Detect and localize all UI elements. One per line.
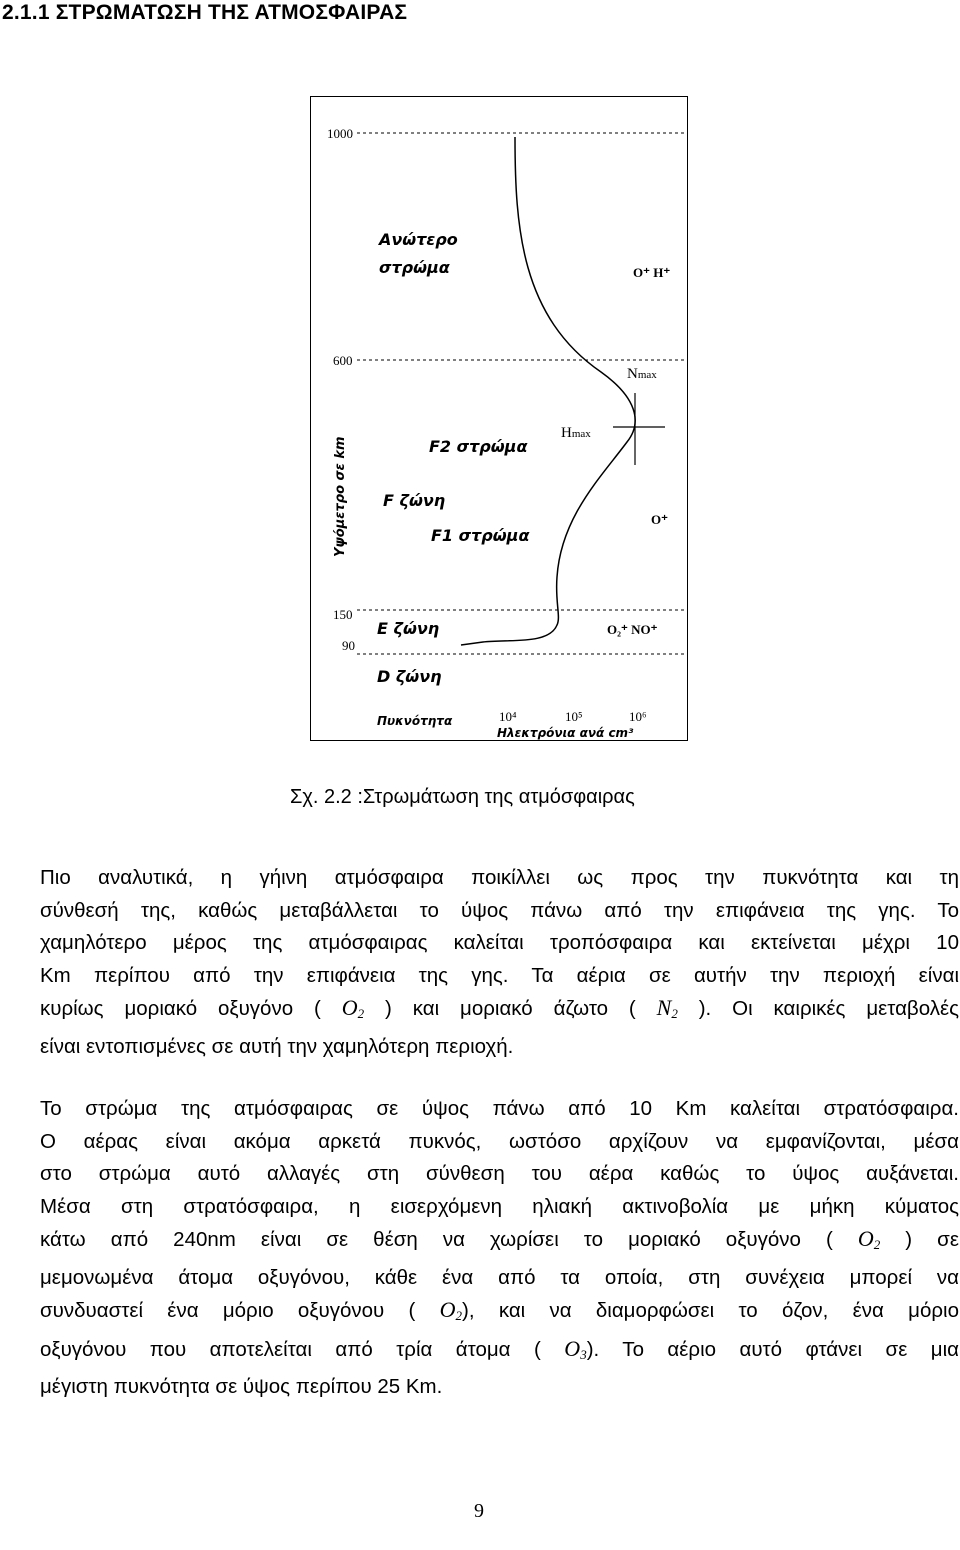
- text-line: χαμηλότερο μέρος της ατμόσφαιρας καλείται τροπόσφαιρα και εκτείνεται μέχρι 10: [40, 931, 959, 954]
- text-line: μέγιστη πυκνότητα σε ύψος περίπου 25 Km.: [40, 1375, 443, 1398]
- formula-n2: $N_2$: [656, 995, 678, 1021]
- y-axis-label: Υψόμετρο σε km: [333, 436, 348, 557]
- paragraph-1: [40, 862, 959, 1063]
- layer-upper-line2: στρώμα: [379, 258, 450, 277]
- figure-caption: Σχ. 2.2 :Στρωμάτωση της ατμόσφαιρας: [290, 786, 635, 808]
- text-line: Ο αέρας είναι ακόμα αρκετά πυκνός, ωστόσο αρχίζουν να εμφανίζονται, μέσα: [40, 1129, 959, 1153]
- ion-upper-label: O⁺ H⁺: [633, 265, 671, 280]
- formula-o2: $O_2$: [341, 995, 365, 1021]
- layer-e-zone: Ε ζώνη: [377, 619, 440, 638]
- text-line: είναι εντοπισμένες σε αυτή την χαμηλότερη περιοχή.: [40, 1034, 514, 1058]
- text-line: Το στρώμα της ατμόσφαιρας σε ύψος πάνω από 10 Km καλείται στρατόσφαιρα.: [40, 1097, 959, 1120]
- formula-o2: $O_2$: [439, 1297, 463, 1323]
- text-line: Μέσα στη στρατόσφαιρα, η εισερχόμενη ηλιακή ακτινοβολία με μήκη κύματος: [40, 1194, 959, 1218]
- text-line: Km περίπου από την επιφάνεια της γης. Τα αέρια σε αυτήν την περιοχή είναι: [40, 963, 959, 987]
- layer-f2: F2 στρώμα: [429, 437, 528, 456]
- text-line: σύνθεσή της, καθώς μεταβάλλεται το ύψος πάνω από την επιφάνεια της γης. Το: [40, 898, 959, 922]
- text-line: συνδυαστεί ένα μόριο οξυγόνου ( $O_2$), και να διαμορφώσει το όζον, ένα μόριο: [40, 1297, 959, 1323]
- text-line: στο στρώμα αυτό αλλαγές στη σύνθεση του αέρα καθώς το ύψος αυξάνεται.: [40, 1162, 959, 1185]
- text-line: οξυγόνου που αποτελείται από τρία άτομα ( $O_3$). Το αέριο αυτό φτάνει σε μια: [40, 1335, 960, 1362]
- formula-o2: $O_2$: [857, 1226, 881, 1252]
- text-line: κυρίως μοριακό οξυγόνο ( $O_2$ ) και μοριακό άζωτο ( $N_2$ ). Οι καιρικές μεταβολές: [40, 995, 959, 1021]
- ion-o-plus-label: O⁺: [651, 512, 668, 527]
- page-number: 9: [474, 1500, 484, 1522]
- nmax-label: Nmax: [627, 366, 657, 382]
- layer-f-zone: F ζώνη: [383, 491, 446, 510]
- tick-150: 150: [333, 607, 353, 622]
- paragraph-2: [40, 1093, 959, 1404]
- layer-f1: F1 στρώμα: [431, 526, 530, 545]
- text-line: κάτω από 240nm είναι σε θέση να χωρίσει το μοριακό οξυγόνο ( $O_2$ ) σε: [40, 1226, 959, 1252]
- layer-d-zone: D ζώνη: [377, 667, 442, 686]
- tick-1000: 1000: [327, 126, 353, 141]
- hmax-label: Hmax: [561, 425, 591, 441]
- ionosphere-figure: [310, 96, 688, 741]
- electron-density-curve: [461, 137, 635, 645]
- x-axis-label-electrons: Ηλεκτρόνια ανά cm³: [497, 726, 634, 740]
- x-tick-1e4: 10⁴: [499, 709, 517, 724]
- x-tick-1e5: 10⁵: [565, 709, 583, 724]
- formula-o3: $O_3$: [564, 1335, 587, 1362]
- ion-e-label: O₂⁺ NO⁺: [607, 622, 658, 637]
- section-heading: 2.1.1 ΣΤΡΩΜΑΤΩΣΗ ΤΗΣ ΑΤΜΟΣΦΑΙΡΑΣ: [2, 1, 408, 24]
- tick-600: 600: [333, 353, 353, 368]
- tick-90: 90: [342, 638, 355, 653]
- x-axis-label-density: Πυκνότητα: [377, 714, 453, 728]
- ionosphere-diagram: [311, 97, 689, 742]
- text-line: Πιο αναλυτικά, η γήινη ατμόσφαιρα ποικίλλει ως προς την πυκνότητα και τη: [40, 866, 959, 889]
- layer-upper-line1: Ανώτερο: [379, 230, 458, 249]
- x-tick-1e6: 10⁶: [629, 709, 647, 724]
- text-line: μεμονωμένα άτομα οξυγόνου, κάθε ένα από τα οποία, στη συνέχεια μπορεί να: [40, 1265, 959, 1289]
